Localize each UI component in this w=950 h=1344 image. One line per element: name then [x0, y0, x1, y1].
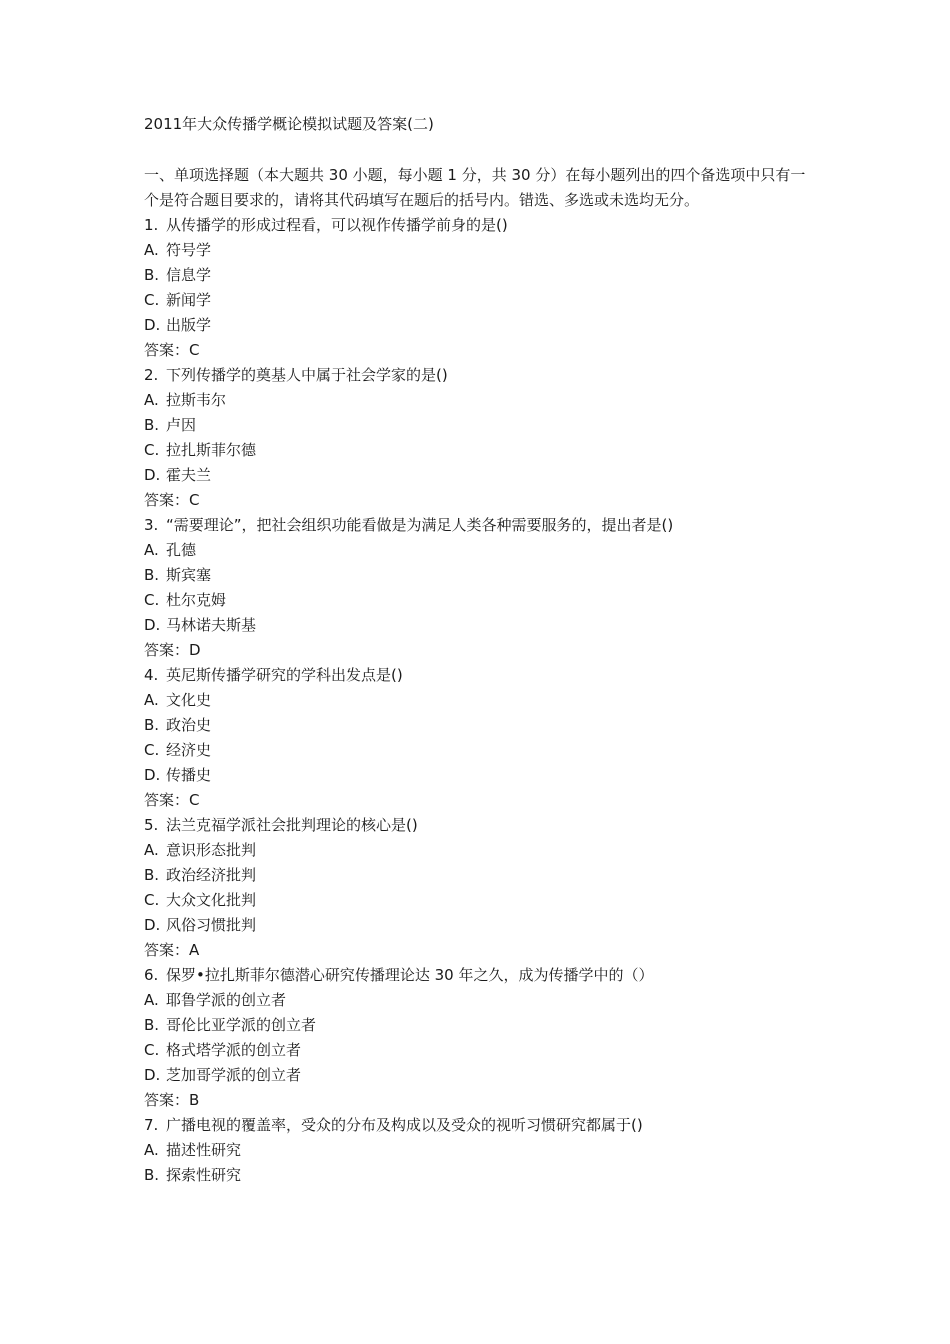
option-text: 政治史: [166, 716, 212, 734]
option-letter: B.: [144, 416, 160, 434]
answer-label: 答案：: [144, 791, 190, 809]
question: [144, 663, 806, 688]
answer-option: [144, 713, 806, 738]
option-text: 描述性研究: [166, 1141, 242, 1159]
answer-option: [144, 263, 806, 288]
question-text: 英尼斯传播学研究的学科出发点是(): [166, 666, 403, 684]
question: [144, 363, 806, 388]
question: [144, 1113, 806, 1138]
answer-option: [144, 613, 806, 638]
question: [144, 813, 806, 838]
option-text: 大众文化批判: [166, 891, 257, 909]
answer-value: C: [189, 341, 200, 359]
option-letter: A.: [144, 691, 159, 709]
answer-option: [144, 913, 806, 938]
option-text: 耶鲁学派的创立者: [166, 991, 287, 1009]
option-letter: D.: [144, 766, 161, 784]
answer-option: [144, 313, 806, 338]
question-text: 从传播学的形成过程看，可以视作传播学前身的是(): [166, 216, 508, 234]
question-number: 2.: [144, 366, 159, 384]
option-letter: D.: [144, 466, 161, 484]
option-text: 文化史: [166, 691, 212, 709]
answer-value: C: [189, 791, 200, 809]
answer-option: [144, 988, 806, 1013]
option-text: 意识形态批判: [166, 841, 257, 859]
answer-value: D: [189, 641, 201, 659]
question-text: “需要理论”，把社会组织功能看做是为满足人类各种需要服务的，提出者是(): [166, 516, 674, 534]
answer-value: C: [189, 491, 200, 509]
option-letter: A.: [144, 391, 159, 409]
option-text: 探索性研究: [166, 1166, 242, 1184]
answer-line: [144, 938, 806, 963]
answer-option: [144, 1063, 806, 1088]
option-text: 芝加哥学派的创立者: [166, 1066, 302, 1084]
question-text: 下列传播学的奠基人中属于社会学家的是(): [166, 366, 448, 384]
option-letter: C.: [144, 291, 160, 309]
answer-value: A: [189, 941, 200, 959]
answer-label: 答案：: [144, 1091, 190, 1109]
option-text: 斯宾塞: [166, 566, 212, 584]
option-text: 政治经济批判: [166, 866, 257, 884]
option-text: 信息学: [166, 266, 212, 284]
option-letter: D.: [144, 616, 161, 634]
option-letter: B.: [144, 866, 160, 884]
option-letter: B.: [144, 1166, 160, 1184]
answer-option: [144, 1163, 806, 1188]
option-text: 新闻学: [166, 291, 212, 309]
question-text: 法兰克福学派社会批判理论的核心是(): [166, 816, 418, 834]
option-text: 哥伦比亚学派的创立者: [166, 1016, 317, 1034]
question-list: [144, 213, 806, 1188]
option-text: 孔德: [166, 541, 197, 559]
answer-option: [144, 738, 806, 763]
option-letter: C.: [144, 891, 160, 909]
answer-line: [144, 1088, 806, 1113]
spacer: [144, 137, 806, 163]
answer-option: [144, 563, 806, 588]
option-text: 经济史: [166, 741, 212, 759]
document-page: [144, 112, 806, 1188]
answer-label: 答案：: [144, 341, 190, 359]
answer-label: 答案：: [144, 491, 190, 509]
question-number: 4.: [144, 666, 159, 684]
answer-option: [144, 538, 806, 563]
question-number: 7.: [144, 1116, 159, 1134]
answer-label: 答案：: [144, 941, 190, 959]
answer-option: [144, 238, 806, 263]
question: [144, 963, 806, 988]
answer-value: B: [189, 1091, 200, 1109]
question-text: 广播电视的覆盖率，受众的分布及构成以及受众的视听习惯研究都属于(): [166, 1116, 643, 1134]
answer-line: [144, 638, 806, 663]
answer-line: [144, 488, 806, 513]
answer-line: [144, 788, 806, 813]
question: [144, 213, 806, 238]
option-text: 格式塔学派的创立者: [166, 1041, 302, 1059]
option-letter: D.: [144, 1066, 161, 1084]
answer-option: [144, 388, 806, 413]
option-text: 符号学: [166, 241, 212, 259]
question-number: 3.: [144, 516, 159, 534]
answer-option: [144, 763, 806, 788]
question: [144, 513, 806, 538]
section-instructions: 一、单项选择题（本大题共 30 小题，每小题 1 分，共 30 分）在每小题列出的四个备选项中只有一个是符合题目要求的，请将其代码填写在题后的括号内。错选、多选或未选均无分。: [144, 166, 806, 209]
answer-option: [144, 863, 806, 888]
option-text: 霍夫兰: [166, 466, 212, 484]
answer-option: [144, 1038, 806, 1063]
document-title: 2011年大众传播学概论模拟试题及答案(二): [144, 115, 434, 133]
question-text: 保罗•拉扎斯菲尔德潜心研究传播理论达 30 年之久，成为传播学中的（）: [166, 966, 654, 984]
option-letter: B.: [144, 716, 160, 734]
option-letter: A.: [144, 541, 159, 559]
option-text: 卢因: [166, 416, 197, 434]
option-letter: A.: [144, 841, 159, 859]
option-text: 出版学: [166, 316, 212, 334]
option-text: 马林诺夫斯基: [166, 616, 257, 634]
option-letter: A.: [144, 1141, 159, 1159]
option-letter: D.: [144, 916, 161, 934]
option-letter: C.: [144, 1041, 160, 1059]
option-text: 拉扎斯菲尔德: [166, 441, 257, 459]
answer-option: [144, 888, 806, 913]
option-letter: A.: [144, 991, 159, 1009]
answer-option: [144, 413, 806, 438]
option-letter: B.: [144, 566, 160, 584]
option-letter: B.: [144, 1016, 160, 1034]
answer-option: [144, 688, 806, 713]
option-text: 传播史: [166, 766, 212, 784]
answer-line: [144, 338, 806, 363]
option-text: 风俗习惯批判: [166, 916, 257, 934]
option-text: 杜尔克姆: [166, 591, 227, 609]
answer-option: [144, 1138, 806, 1163]
option-letter: C.: [144, 741, 160, 759]
question-number: 6.: [144, 966, 159, 984]
option-letter: A.: [144, 241, 159, 259]
option-letter: C.: [144, 441, 160, 459]
answer-option: [144, 1013, 806, 1038]
answer-option: [144, 438, 806, 463]
answer-label: 答案：: [144, 641, 190, 659]
answer-option: [144, 288, 806, 313]
answer-option: [144, 588, 806, 613]
answer-option: [144, 838, 806, 863]
option-letter: D.: [144, 316, 161, 334]
answer-option: [144, 463, 806, 488]
option-text: 拉斯韦尔: [166, 391, 227, 409]
question-number: 5.: [144, 816, 159, 834]
option-letter: C.: [144, 591, 160, 609]
question-number: 1.: [144, 216, 159, 234]
option-letter: B.: [144, 266, 160, 284]
